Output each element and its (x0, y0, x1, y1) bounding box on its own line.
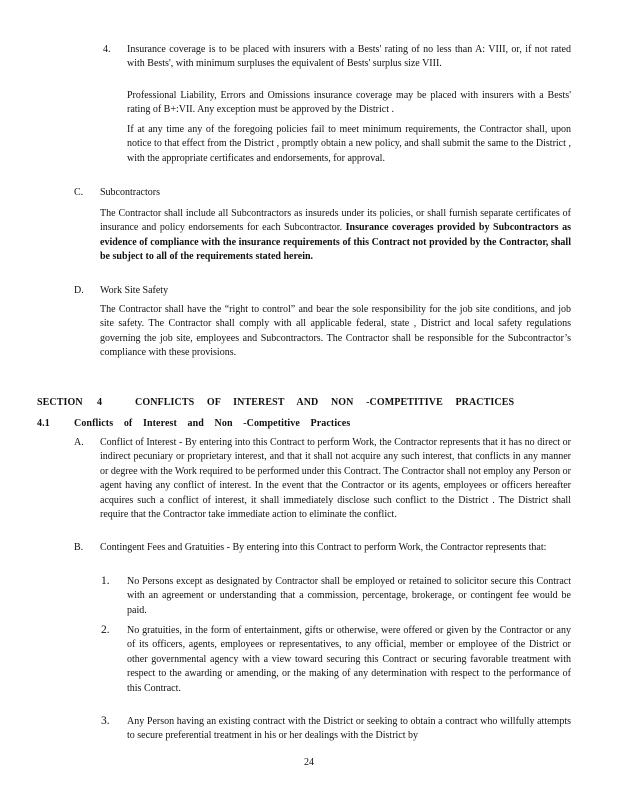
item-a-body: Conflict of Interest - By entering into this Contract to perform Work, the Contractor represents that it has no direct or indirect pecuniary or proprietary interest, and that it shall not acquire any such interest, that conflicts in any manner or degree with the Work required to be performed under this Contract. The Contractor shall not employ any Person or agent having any conflict of interest. In the event that the Contractor or its agents, employees or officers hereafter acquires such a conflict of interest, it shall immediately disclose such conflict to the District . The District shall require that the Contractor take immediate action to eliminate the conflict. (100, 437, 571, 521)
item-4-paragraph-3: If at any time any of the foregoing policies fail to meet minimum requirements, the Contractor shall, upon notice to that effect from the District , promptly obtain a new policy, and shall submit the same to the District , with the appropriate certificates and endorsements, for approval. (127, 124, 571, 164)
item-b-body: Contingent Fees and Gratuities - By entering into this Contract to perform Work, the Contractor represents that: (100, 542, 547, 553)
section-label: SECTION (37, 397, 83, 408)
item-4-number: 4. (103, 44, 111, 55)
section-number: 4 (97, 397, 103, 408)
item-c-body-plain: The Contractor shall include all Subcontractors as insureds under its policies, or shall furnish separate certificates of insurance and policy endorsements for each Subcontractor. (100, 208, 571, 234)
item-b3-number: 3. (101, 715, 110, 727)
page-number: 24 (304, 757, 314, 768)
item-b1-body: No Persons except as designated by Contractor shall be employed or retained to solicitor secure this Contract with an agreement or understanding that a commission, percentage, brokerage, or contingent fee would be paid. (127, 576, 571, 616)
item-4-paragraph-1: Insurance coverage is to be placed with insurers with a Bests' rating of no less than A: VIII, or, if not rated with Bests', with minimum surpluses the equivalent of Bests' surplus size VIII. (127, 44, 571, 70)
item-b3-body: Any Person having an existing contract with the District or seeking to obtain a contract who willfully attempts to secure preferential treatment in his or her dealings with the District by (127, 716, 571, 742)
item-c-title: Subcontractors (100, 187, 160, 198)
item-b2-body: No gratuities, in the form of entertainment, gifts or otherwise, were offered or given by the Contractor or any of its officers, agents, employees or representatives, to any official, member or employee of the District or other governmental agency with a view toward securing this Contract or securing favorable treatment with respect to the awarding or amending, or the making of any determination with respect to the performance of this Contract. (127, 625, 571, 694)
item-4-paragraph-2: Professional Liability, Errors and Omissions insurance coverage may be placed with insurers with a Bests' rating of B+:VII. Any exception must be approved by the District . (127, 90, 571, 116)
section-title: CONFLICTS OF INTEREST AND NON -COMPETITIVE PRACTICES (135, 397, 515, 408)
subsection-number: 4.1 (37, 418, 50, 429)
item-d-title: Work Site Safety (100, 285, 169, 296)
item-b1-number: 1. (101, 575, 110, 587)
item-a-letter: A. (74, 437, 84, 448)
subsection-title: Conflicts of Interest and Non -Competitive Practices (74, 418, 351, 429)
item-b2-number: 2. (101, 624, 110, 636)
item-c-body-bold: Insurance coverages provided by Subcontractors as evidence of compliance with the insurance requirements of this Contract not provided by the Contractor, shall be subject to all of the requirements stated herein. (100, 222, 572, 263)
item-d-letter: D. (74, 285, 84, 296)
item-c-body (100, 207, 571, 265)
item-b-letter: B. (74, 542, 84, 553)
item-d-body: The Contractor shall have the “right to control” and bear the sole responsibility for the job site conditions, and job site safety. The Contractor shall comply with all applicable federal, state , District and local safety regulations governing the job site, employees and Subcontractors. The Contractor shall be responsible for the Subcontractor’s compliance with these provisions. (100, 304, 571, 359)
item-c-letter: C. (74, 187, 84, 198)
